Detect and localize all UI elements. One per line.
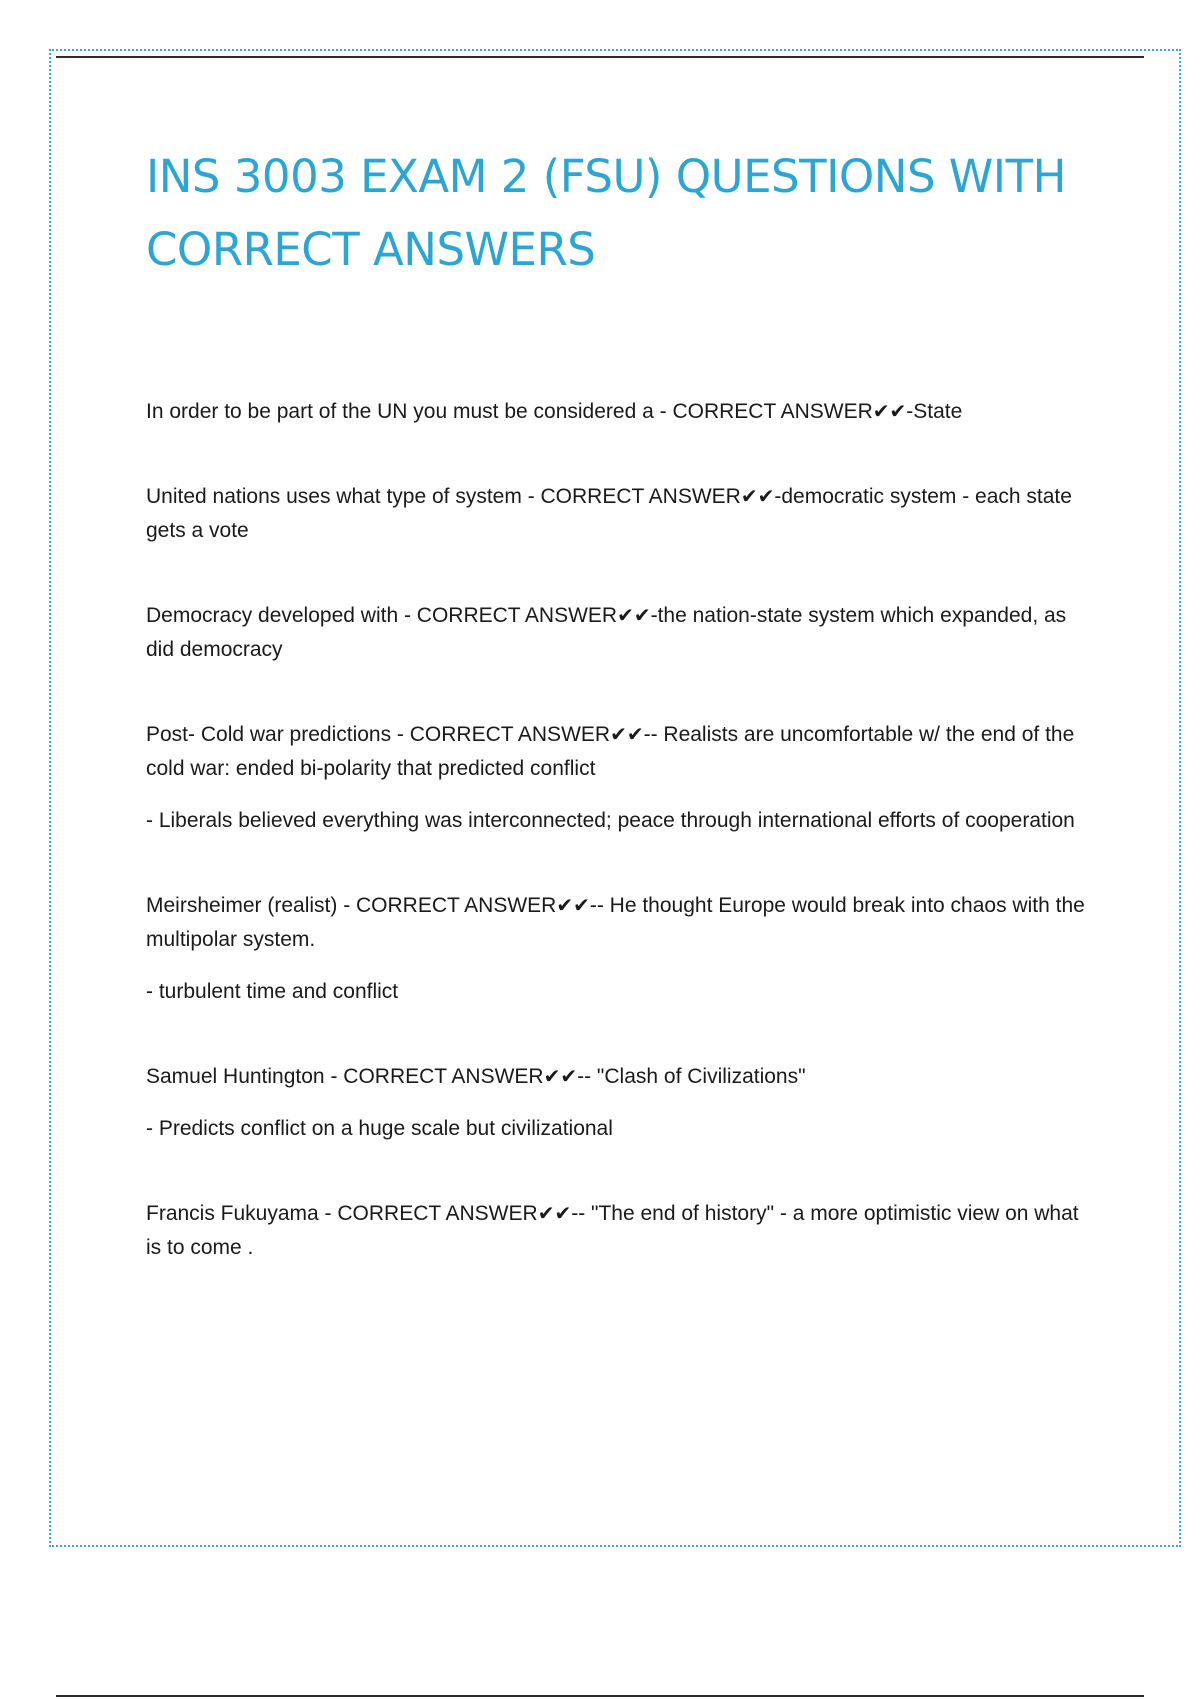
qa-text — [146, 598, 1096, 667]
double-check-icon: ✔✔ — [543, 1064, 578, 1088]
qa-item — [146, 598, 1096, 667]
answer-text: -- Realists are uncomfortable w/ the end of the cold war: ended bi-polarity that predicted conflict — [146, 723, 1075, 780]
title-line-1: INS 3003 EXAM 2 (FSU) QUESTIONS WITH — [146, 150, 1066, 203]
answer-text: -- He thought Europe would break into chaos with the multipolar system. — [146, 894, 1085, 951]
qa-text — [146, 1059, 1096, 1094]
question-text: Francis Fukuyama - CORRECT ANSWER — [146, 1202, 538, 1225]
qa-item — [146, 1196, 1096, 1265]
question-text: United nations uses what type of system - CORRECT ANSWER — [146, 485, 741, 508]
answer-text: -democratic system - each state gets a vote — [146, 485, 1072, 542]
qa-item — [146, 888, 1096, 1009]
qa-text — [146, 717, 1096, 786]
answer-extra-line: - Predicts conflict on a huge scale but civilizational — [146, 1117, 613, 1140]
qa-text — [146, 479, 1096, 548]
header-rule — [56, 56, 1144, 58]
qa-item — [146, 394, 1096, 429]
question-text: Samuel Huntington - CORRECT ANSWER — [146, 1065, 544, 1088]
document-body — [146, 140, 1096, 1315]
answer-extra-line: - turbulent time and conflict — [146, 980, 399, 1003]
title-line-2: CORRECT ANSWERS — [146, 223, 596, 276]
qa-text — [146, 888, 1096, 957]
double-check-icon: ✔✔ — [610, 722, 644, 746]
answer-text: -- "Clash of Civilizations" — [577, 1065, 806, 1088]
qa-list — [146, 394, 1096, 1265]
answer-extra-line: - Liberals believed everything was interconnected; peace through international efforts of cooperation — [146, 809, 1075, 832]
answer-text: -- "The end of history" - a more optimistic view on what is to come . — [146, 1202, 1079, 1259]
double-check-icon: ✔✔ — [740, 484, 775, 508]
answer-text: -State — [906, 400, 963, 423]
qa-item — [146, 1059, 1096, 1146]
document-title — [146, 140, 1096, 286]
question-text: Post- Cold war predictions - CORRECT ANSWER — [146, 723, 611, 746]
question-text: Democracy developed with - CORRECT ANSWER — [146, 604, 618, 627]
double-check-icon: ✔✔ — [617, 603, 651, 627]
double-check-icon: ✔✔ — [537, 1201, 572, 1225]
double-check-icon: ✔✔ — [872, 399, 907, 423]
question-text: Meirsheimer (realist) - CORRECT ANSWER — [146, 894, 557, 917]
answer-text: -the nation-state system which expanded, as did democracy — [146, 604, 1067, 661]
qa-item — [146, 479, 1096, 548]
qa-text — [146, 1196, 1096, 1265]
qa-text — [146, 394, 1096, 429]
question-text: In order to be part of the UN you must be considered a - CORRECT ANSWER — [146, 400, 873, 423]
double-check-icon: ✔✔ — [556, 893, 590, 917]
footer-rule — [56, 1695, 1144, 1697]
qa-item — [146, 717, 1096, 838]
